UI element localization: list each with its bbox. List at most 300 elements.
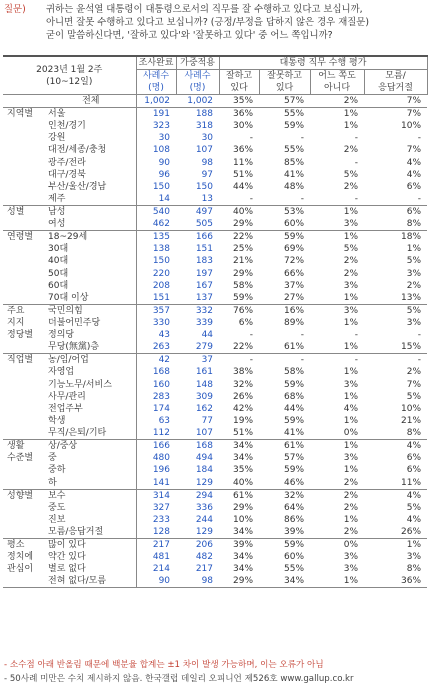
category-label: 강원 [48, 133, 66, 144]
table-row [3, 427, 427, 440]
weighted-count: 339 [195, 317, 214, 328]
pct-dk: 4% [406, 441, 422, 452]
table-row [3, 280, 427, 292]
survey-count: 357 [136, 304, 176, 317]
pct-bad: 55% [284, 564, 305, 575]
table-row [3, 538, 427, 551]
category-label: 서울 [48, 109, 66, 119]
table-row [3, 452, 427, 464]
weighted-count: 184 [195, 465, 214, 476]
pct-neither: 1% [343, 514, 359, 525]
category-label: 대전/세종/충청 [48, 145, 107, 156]
weighted-count: 168 [195, 441, 214, 452]
weighted-count: 150 [195, 182, 214, 193]
survey-count: 314 [136, 489, 176, 502]
pct-bad: 59% [284, 232, 305, 243]
group-label [3, 366, 46, 378]
pct-neither: 2% [310, 526, 364, 539]
pct-good: 29% [219, 218, 259, 231]
pct-neither: 1% [343, 391, 359, 402]
group-label [3, 341, 46, 354]
pct-dk: 5% [406, 502, 422, 513]
weighted-count: 206 [195, 539, 214, 550]
pct-dk: 13% [364, 292, 427, 305]
pct-neither: 3% [310, 218, 364, 231]
weighted-count: 505 [176, 218, 219, 231]
survey-count: 96 [136, 169, 176, 181]
pct-good: 76% [233, 305, 254, 316]
pct-bad: 59% [284, 465, 305, 476]
pct-dk: 5% [406, 391, 422, 402]
survey-count: 263 [136, 341, 176, 354]
category-label: 하 [46, 477, 136, 490]
pct-good: - [249, 355, 254, 366]
pct-bad: 58% [284, 367, 305, 378]
pct-bad: 59% [284, 121, 305, 132]
pct-good: 34% [233, 564, 254, 575]
pct-bad: 59% [284, 539, 305, 550]
survey-count: 191 [136, 108, 176, 121]
category-label: 자영업 [48, 367, 75, 378]
dk-label: 모름/ [385, 71, 406, 81]
pct-neither: 1% [343, 317, 359, 328]
survey-count: 128 [136, 526, 176, 539]
survey-count: 220 [136, 268, 176, 280]
pct-bad: 69% [284, 244, 305, 255]
category-label: 정의당 [48, 330, 75, 341]
neither-label: 어느 쪽도 [318, 71, 356, 81]
pct-bad: 60% [284, 552, 305, 563]
survey-cases-header [136, 70, 176, 95]
survey-count: 1,002 [136, 95, 176, 108]
survey-count: 42 [136, 354, 176, 367]
group-label [3, 255, 46, 267]
survey-count: 43 [136, 329, 176, 341]
pct-good: 29% [219, 575, 259, 588]
pct-neither: 2% [343, 268, 359, 279]
pct-dk: - [417, 330, 422, 341]
weighted-count: 161 [195, 367, 214, 378]
good-label: 잘하고 [225, 71, 253, 81]
weighted-count: 77 [201, 416, 214, 427]
pct-neither: 5% [343, 244, 359, 255]
bad-header [259, 70, 310, 95]
survey-count: 481 [136, 551, 176, 563]
pct-dk: 3% [406, 317, 422, 328]
pct-dk: - [417, 355, 422, 366]
table-row [3, 231, 427, 244]
pct-neither: 1% [310, 292, 364, 305]
pct-good: - [249, 330, 254, 341]
pct-neither: 1% [343, 207, 359, 218]
weighted-count: 188 [195, 109, 214, 119]
survey-count: 217 [136, 538, 176, 551]
group-label: 정치에 [7, 552, 34, 563]
pct-dk: 7% [406, 379, 422, 390]
table-row [3, 317, 427, 329]
weighted-count: 98 [201, 157, 214, 168]
category-label: 30대 [48, 244, 69, 255]
pct-good: 35% [219, 95, 259, 108]
table-row [3, 268, 427, 280]
cases-label: 사례수 [142, 71, 170, 81]
survey-count: 90 [136, 575, 176, 588]
group-label: 직업별 [7, 355, 34, 366]
weighted-count: 197 [195, 268, 214, 279]
group-label: 주요 [7, 305, 25, 316]
survey-count: 14 [136, 193, 176, 206]
table-row [3, 563, 427, 575]
pct-bad: 86% [284, 514, 305, 525]
survey-count: 330 [136, 317, 176, 329]
weighted-count: 336 [195, 502, 214, 513]
pct-bad: 37% [284, 280, 305, 291]
cases-unit: (명) [189, 83, 206, 93]
pct-good: 39% [233, 539, 254, 550]
pct-neither: 1% [343, 416, 359, 427]
category-label: 전체 [46, 95, 136, 108]
survey-count: 327 [136, 502, 176, 514]
pct-dk: - [364, 193, 427, 206]
pct-dk: 5% [406, 256, 422, 267]
pct-bad: 44% [284, 403, 305, 414]
weighted-count: 137 [176, 292, 219, 305]
weighted-count: 279 [176, 341, 219, 354]
dk-header [364, 70, 427, 95]
table-row [3, 341, 427, 354]
group-label [3, 292, 46, 305]
pct-neither: 1% [310, 575, 364, 588]
pct-good: 40% [219, 477, 259, 490]
pct-dk: 21% [401, 416, 422, 427]
group-label [3, 403, 46, 415]
survey-count: 168 [136, 366, 176, 378]
pct-good: 34% [233, 441, 254, 452]
pct-bad: 61% [284, 441, 305, 452]
table-row [3, 329, 427, 341]
pct-bad: 57% [284, 453, 305, 464]
pct-good: 21% [233, 256, 254, 267]
group-label [3, 427, 46, 440]
table-row [3, 255, 427, 267]
category-label: 모름/응답거절 [46, 526, 136, 539]
pct-dk: 6% [406, 453, 422, 464]
pct-dk: 4% [406, 169, 422, 180]
weighted-header: 가중적용 [176, 56, 219, 70]
survey-count: 30 [136, 132, 176, 144]
pct-neither: - [310, 193, 364, 206]
pct-neither: 3% [343, 379, 359, 390]
group-label [3, 477, 46, 490]
pct-dk: 11% [364, 477, 427, 490]
cases-unit: (명) [148, 83, 164, 93]
group-label [3, 391, 46, 403]
table-row [3, 157, 427, 169]
pct-neither: 2% [343, 256, 359, 267]
group-label [3, 464, 46, 476]
rounding-note: - 소수점 아래 반올림 때문에 백분율 합계는 ±1 차이 발생 가능하며, 이는 오류가 아님 [4, 660, 324, 670]
survey-count: 323 [136, 120, 176, 132]
category-label: 60대 [48, 280, 69, 291]
category-label: 광주/전라 [48, 157, 86, 168]
survey-count: 283 [136, 391, 176, 403]
group-label [3, 95, 46, 108]
weighted-count: 151 [195, 244, 214, 255]
pct-neither: 1% [310, 341, 364, 354]
survey-count: 214 [136, 563, 176, 575]
group-label [3, 193, 46, 206]
pct-neither: 2% [343, 502, 359, 513]
pct-neither: 1% [343, 367, 359, 378]
category-label: 보수 [48, 490, 66, 501]
pct-good: 29% [233, 268, 254, 279]
table-row [3, 551, 427, 563]
survey-count: 150 [136, 181, 176, 193]
group-label [3, 526, 46, 539]
pct-bad: 32% [284, 490, 305, 501]
group-label [3, 157, 46, 169]
category-label: 사무/관리 [48, 391, 86, 402]
pct-good: 22% [233, 232, 254, 243]
group-label: 지역별 [7, 109, 34, 119]
weighted-count: 129 [176, 526, 219, 539]
category-label: 학생 [48, 416, 66, 427]
pct-bad: 89% [284, 317, 305, 328]
survey-count: 233 [136, 514, 176, 526]
pct-neither: 3% [343, 564, 359, 575]
pct-good: 22% [219, 341, 259, 354]
pct-neither: 1% [343, 109, 359, 119]
pct-good: 36% [233, 109, 254, 119]
table-row [3, 440, 427, 453]
weighted-count: 294 [195, 490, 214, 501]
pct-dk: 8% [364, 427, 427, 440]
group-label [3, 378, 46, 390]
survey-count: 480 [136, 452, 176, 464]
pct-good: 10% [233, 514, 254, 525]
pct-good: 34% [233, 453, 254, 464]
table-row [3, 502, 427, 514]
pct-bad: 55% [284, 109, 305, 119]
weighted-count: 162 [195, 403, 214, 414]
pct-neither: 3% [343, 453, 359, 464]
pct-neither: 4% [343, 403, 359, 414]
survey-count: 90 [136, 157, 176, 169]
category-label: 전업주부 [48, 403, 83, 414]
table-row [3, 575, 427, 588]
category-label: 50대 [48, 268, 69, 279]
pct-neither: 2% [310, 477, 364, 490]
pct-good: 59% [219, 292, 259, 305]
question-text [46, 3, 428, 42]
pct-good: 34% [219, 526, 259, 539]
weighted-count: 37 [201, 355, 214, 366]
pct-neither: 2% [343, 182, 359, 193]
period-header [3, 56, 136, 95]
pct-neither: - [354, 133, 359, 144]
category-label: 농/임/어업 [48, 355, 89, 366]
pct-dk: 18% [401, 232, 422, 243]
pct-dk: 4% [406, 514, 422, 525]
pct-neither: 0% [310, 427, 364, 440]
pct-good: 6% [238, 317, 254, 328]
pct-bad: 53% [284, 207, 305, 218]
survey-count: 151 [136, 292, 176, 305]
group-label [3, 132, 46, 144]
weighted-count: 217 [195, 564, 214, 575]
table-row [3, 391, 427, 403]
pct-bad: 41% [284, 169, 305, 180]
group-label: 지지 [7, 317, 25, 328]
weighted-count: 318 [195, 121, 214, 132]
pct-neither: 1% [343, 121, 359, 132]
category-label: 여성 [46, 218, 136, 231]
pct-good: 32% [233, 379, 254, 390]
pct-neither: 3% [343, 305, 359, 316]
weighted-count: 97 [201, 169, 214, 180]
pct-dk: 3% [406, 268, 422, 279]
group-label: 관심이 [7, 564, 34, 575]
pct-dk: 36% [364, 575, 427, 588]
good-header [219, 70, 259, 95]
table-row [3, 366, 427, 378]
pct-neither: - [354, 157, 359, 168]
pct-good: 26% [233, 391, 254, 402]
pct-dk: 15% [364, 341, 427, 354]
pct-good: 35% [233, 465, 254, 476]
pct-neither: 2% [343, 145, 359, 156]
survey-count: 166 [136, 440, 176, 453]
weighted-count: 482 [195, 552, 214, 563]
category-label: 18~29세 [48, 232, 88, 243]
category-label: 40대 [48, 256, 69, 267]
pct-dk: 7% [406, 145, 422, 156]
survey-count: 138 [136, 243, 176, 255]
pct-neither: - [354, 355, 359, 366]
footnotes [4, 658, 428, 686]
group-label [3, 575, 46, 588]
table-row [3, 464, 427, 476]
pct-bad: 48% [284, 182, 305, 193]
group-label [3, 415, 46, 427]
survey-count: 108 [136, 144, 176, 156]
pct-good: - [219, 193, 259, 206]
weighted-count: 107 [195, 145, 214, 156]
pct-dk: 2% [406, 280, 422, 291]
pct-dk: 1% [406, 539, 422, 550]
cases-label: 사례수 [184, 71, 211, 81]
pct-dk: 1% [406, 244, 422, 255]
pct-good: 11% [233, 157, 254, 168]
group-label: 성향별 [7, 490, 34, 501]
group-label: 성별 [7, 207, 25, 218]
pct-good: 51% [219, 427, 259, 440]
pct-dk: 26% [364, 526, 427, 539]
table-row [3, 304, 427, 317]
table-row [3, 403, 427, 415]
table-row [3, 415, 427, 427]
pct-bad: 16% [284, 305, 305, 316]
group-label [3, 268, 46, 280]
survey-complete-header: 조사완료 [136, 56, 176, 70]
category-label: 부산/울산/경남 [48, 182, 107, 193]
table-row [3, 489, 427, 502]
pct-good: 36% [233, 145, 254, 156]
weighted-count: 332 [195, 305, 214, 316]
table-row [3, 193, 427, 206]
weighted-count: 244 [195, 514, 214, 525]
pct-bad: 59% [284, 379, 305, 390]
question-line: 귀하는 윤석열 대통령이 대통령으로서의 직무를 잘 수행하고 있다고 보십니까, [46, 4, 363, 15]
pct-dk: 6% [406, 465, 422, 476]
pct-neither: 2% [343, 490, 359, 501]
weighted-count: 309 [195, 391, 214, 402]
pct-dk: 4% [406, 157, 422, 168]
category-label: 중도 [48, 502, 66, 513]
question-line: 아니면 잘못 수행하고 있다고 보십니까? (긍정/부정을 답하지 않은 경우 재질문) [46, 17, 370, 28]
weighted-count: 148 [195, 379, 214, 390]
pct-good: 30% [233, 121, 254, 132]
survey-count: 196 [136, 464, 176, 476]
group-label [3, 144, 46, 156]
pct-bad: 41% [259, 427, 310, 440]
bad-label: 잘못하고 [267, 71, 302, 81]
pct-dk: 8% [364, 218, 427, 231]
table-row [3, 206, 427, 219]
pct-bad: 27% [259, 292, 310, 305]
table-row [3, 120, 427, 132]
weighted-count: 30 [201, 133, 214, 144]
table-row [3, 218, 427, 231]
weighted-count: 107 [176, 427, 219, 440]
survey-count: 150 [136, 255, 176, 267]
period-label: 2023년 1월 2주 [36, 64, 103, 75]
pct-bad: - [259, 193, 310, 206]
pct-neither: 3% [343, 280, 359, 291]
category-label: 제주 [46, 193, 136, 206]
pct-bad: - [300, 133, 305, 144]
group-label: 연령별 [7, 232, 34, 243]
weighted-count: 129 [176, 477, 219, 490]
pct-dk: 10% [401, 121, 422, 132]
pct-bad: 60% [259, 218, 310, 231]
pct-good: 44% [233, 182, 254, 193]
category-label: 중 [48, 453, 57, 464]
good-label-2: 있다 [230, 83, 248, 93]
pct-bad: 46% [259, 477, 310, 490]
group-label: 수준별 [7, 453, 34, 464]
question-line: 굳이 말씀하신다면, '잘하고 있다'와 '잘못하고 있다' 중 어느 쪽입니까? [46, 30, 333, 41]
survey-count: 174 [136, 403, 176, 415]
group-label [3, 181, 46, 193]
pct-bad: 85% [284, 157, 305, 168]
pct-neither: 3% [343, 552, 359, 563]
results-table [3, 55, 428, 588]
pct-bad: - [300, 355, 305, 366]
pct-good: 40% [233, 207, 254, 218]
source-note: - 50사례 미만은 수치 제시하지 않음. 한국갤럽 데일리 오피니언 제526호 www.gallup.co.kr [4, 674, 354, 684]
period-dates: (10~12일) [46, 76, 93, 87]
category-label: 약간 있다 [48, 552, 86, 563]
pct-neither: 2% [310, 95, 364, 108]
pct-dk: 8% [406, 564, 422, 575]
pct-neither: - [354, 330, 359, 341]
pct-good: 42% [233, 403, 254, 414]
pct-bad: 57% [259, 95, 310, 108]
table-row [3, 243, 427, 255]
category-label: 별로 없다 [48, 564, 86, 575]
weighted-count: 13 [176, 193, 219, 206]
